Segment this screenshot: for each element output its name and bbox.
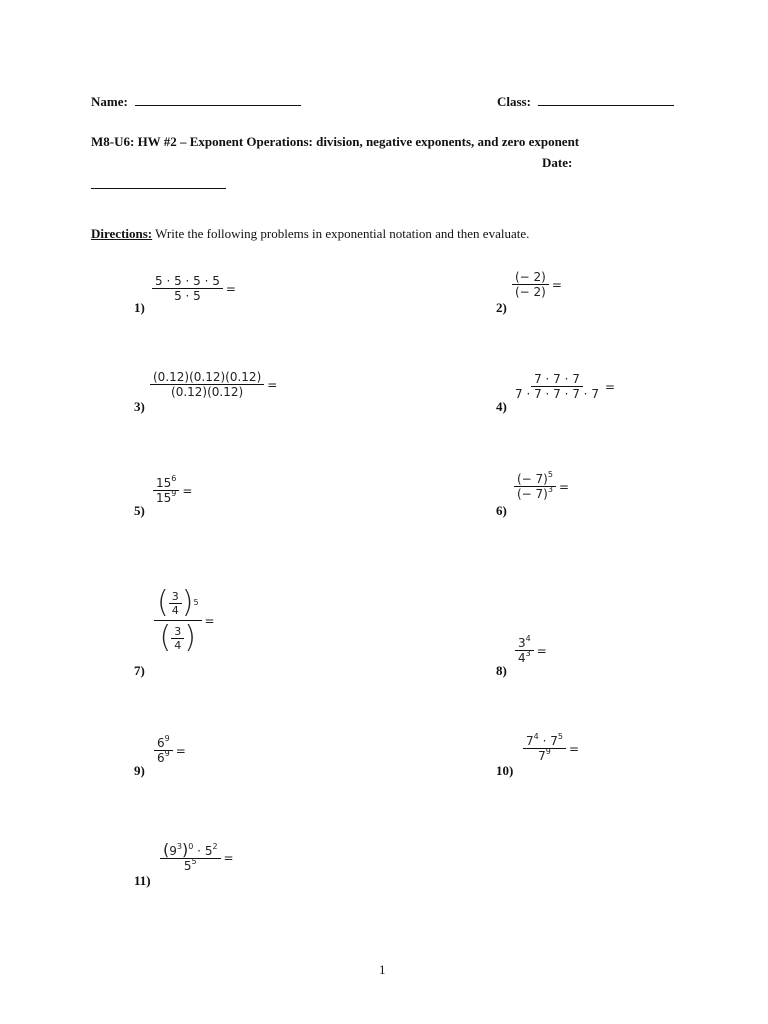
problem-6-expression [514, 472, 569, 501]
problem-8-denominator: $4^3$ [518, 649, 531, 665]
equals-sign: = [225, 281, 236, 296]
problem-7-number: 7) [134, 663, 145, 678]
problem-11-numerator: $(9^3)^0 \cdot 5^2$ [160, 842, 221, 859]
page-title: M8-U6: HW #2 – Exponent Operations: division, negative exponents, and zero exponent [91, 134, 580, 149]
name-line [91, 94, 301, 110]
problem-2-expression [512, 270, 562, 299]
problem-8-expression [515, 636, 547, 665]
problem-4-number: 4) [496, 399, 507, 414]
equals-sign: = [568, 741, 580, 756]
problem-1-numerator: 5 · 5 · 5 · 5 [152, 274, 223, 289]
problem-10-numerator: $7^4 \cdot 7^5$ [523, 734, 566, 749]
class-field[interactable] [538, 94, 674, 106]
problem-6-number: 6) [496, 503, 507, 518]
problem-9-number: 9) [134, 763, 145, 778]
problem-11-denominator: $5^5$ [183, 857, 197, 873]
problem-11-expression [160, 842, 234, 873]
problem-5-number: 5) [134, 503, 145, 518]
problem-1-fraction [152, 274, 223, 303]
problem-3-number: 3) [134, 399, 145, 414]
problem-7-expression [154, 585, 215, 655]
problem-1-number: 1) [134, 300, 145, 315]
problem-6-fraction [514, 472, 556, 501]
problem-7-denominator: ( $\frac{3}{4}$ ) [159, 620, 196, 655]
problem-10-expression [523, 734, 579, 763]
date-label: Date: [542, 155, 573, 170]
problem-4-numerator: 7 · 7 · 7 [531, 372, 583, 387]
problem-10-number: 10) [496, 763, 514, 778]
name-label: Name: [91, 94, 128, 109]
problem-10-denominator: $7^9$ [538, 747, 551, 763]
problem-3-expression [150, 370, 277, 399]
equals-sign: = [204, 613, 215, 628]
class-label: Class: [497, 94, 531, 109]
equals-sign: = [182, 483, 193, 498]
equals-sign: = [267, 377, 278, 392]
date-field[interactable] [91, 177, 226, 189]
problem-5-denominator: $15^9$ [156, 489, 177, 505]
equals-sign: = [558, 479, 570, 494]
equals-sign: = [223, 850, 234, 865]
problem-5-fraction [153, 476, 179, 505]
equals-sign: = [536, 643, 547, 658]
page-number: 1 [379, 962, 386, 977]
problem-9-numerator: $6^9$ [154, 736, 173, 751]
problem-6-denominator: (− 7)$^3$ [517, 485, 553, 501]
problem-11-number: 11) [134, 873, 151, 888]
problem-5-numerator: $15^6$ [153, 476, 179, 491]
problem-9-expression [154, 736, 186, 765]
problem-2-fraction [512, 270, 549, 299]
class-line [497, 94, 674, 110]
equals-sign: = [551, 277, 562, 292]
problem-3-fraction [150, 370, 264, 399]
name-field[interactable] [135, 94, 301, 106]
problem-8-fraction [515, 636, 534, 665]
problem-7-fraction [154, 585, 202, 655]
directions-text: Write the following problems in exponential notation and then evaluate. [155, 226, 530, 241]
directions-label: Directions: [91, 226, 153, 241]
problem-3-numerator: (0.12)(0.12)(0.12) [150, 370, 264, 385]
problem-8-number: 8) [496, 663, 507, 678]
problem-4-denominator: 7 · 7 · 7 · 7 · 7 [515, 387, 599, 401]
directions [91, 226, 529, 242]
problem-10-fraction [523, 734, 566, 763]
problem-9-fraction [154, 736, 173, 765]
equals-sign: = [175, 743, 186, 758]
problem-5-expression [153, 476, 192, 505]
problem-1-expression [152, 274, 236, 303]
problem-4-fraction [512, 372, 602, 401]
problem-6-numerator: (− 7)$^5$ [514, 472, 556, 487]
problem-2-number: 2) [496, 300, 507, 315]
problem-3-denominator: (0.12)(0.12) [171, 385, 244, 399]
equals-sign: = [604, 379, 616, 394]
problem-2-numerator: (− 2) [512, 270, 549, 285]
problem-2-denominator: (− 2) [515, 285, 546, 299]
problem-7-numerator: ( $\frac{3}{4}$ ) 5 [154, 588, 202, 621]
problem-4-expression [512, 372, 615, 401]
problem-9-denominator: $6^9$ [157, 749, 170, 765]
problem-8-numerator: $3^4$ [515, 636, 534, 651]
problem-11-fraction [160, 842, 221, 873]
problem-1-denominator: 5 · 5 [174, 289, 201, 303]
